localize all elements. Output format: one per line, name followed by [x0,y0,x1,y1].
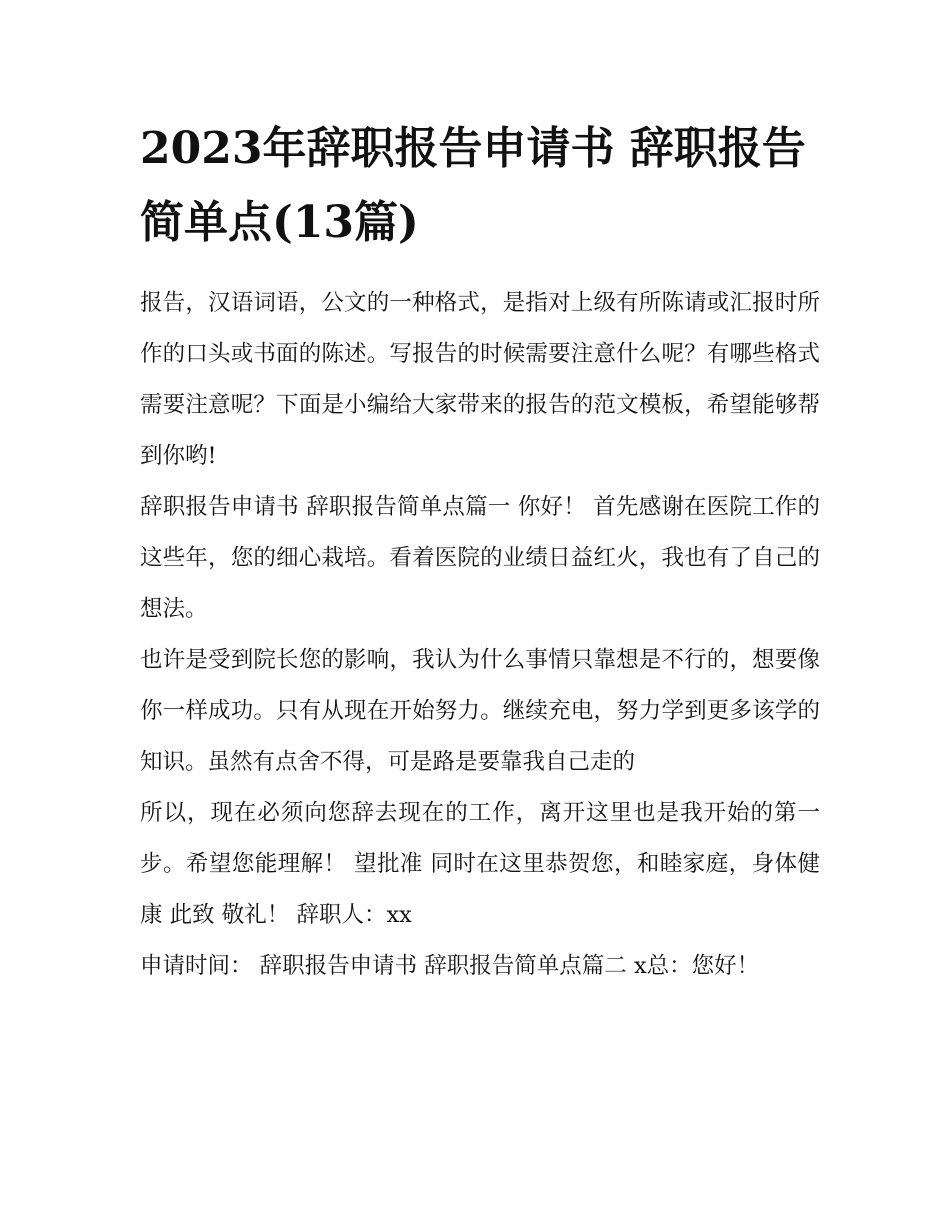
document-title: 2023年辞职报告申请书 辞职报告简单点(13篇) [140,123,806,248]
paragraph-letter-opening: 辞职报告申请书 辞职报告简单点篇一 你好！ 首先感谢在医院工作的这些年，您的细心栽培。看着医院的业绩日益红火，我也有了自己的想法。 [140,494,820,622]
paragraph-letter-reason: 也许是受到院长您的影响，我认为什么事情只靠想是不行的，想要像你一样成功。只有从现在开始努力。继续充电，努力学到更多该学的知识。虽然有点舍不得，可是路是要靠我自己走的 [140,647,820,775]
paragraph-letter-closing: 所以，现在必须向您辞去现在的工作，离开这里也是我开始的第一步。希望您能理解！ 望批准 同时在这里恭贺您，和睦家庭，身体健康 此致 敬礼！ 辞职人：xx [140,800,820,928]
document-page [140,112,820,992]
paragraph-second-letter: 申请时间： 辞职报告申请书 辞职报告简单点篇二 x总：您好！ [140,953,760,979]
paragraph-intro: 报告，汉语词语，公文的一种格式，是指对上级有所陈请或汇报时所作的口头或书面的陈述。写报告的时候需要注意什么呢？有哪些格式需要注意呢？下面是小编给大家带来的报告的范文模板，希望能够帮到你哟! [140,290,820,469]
